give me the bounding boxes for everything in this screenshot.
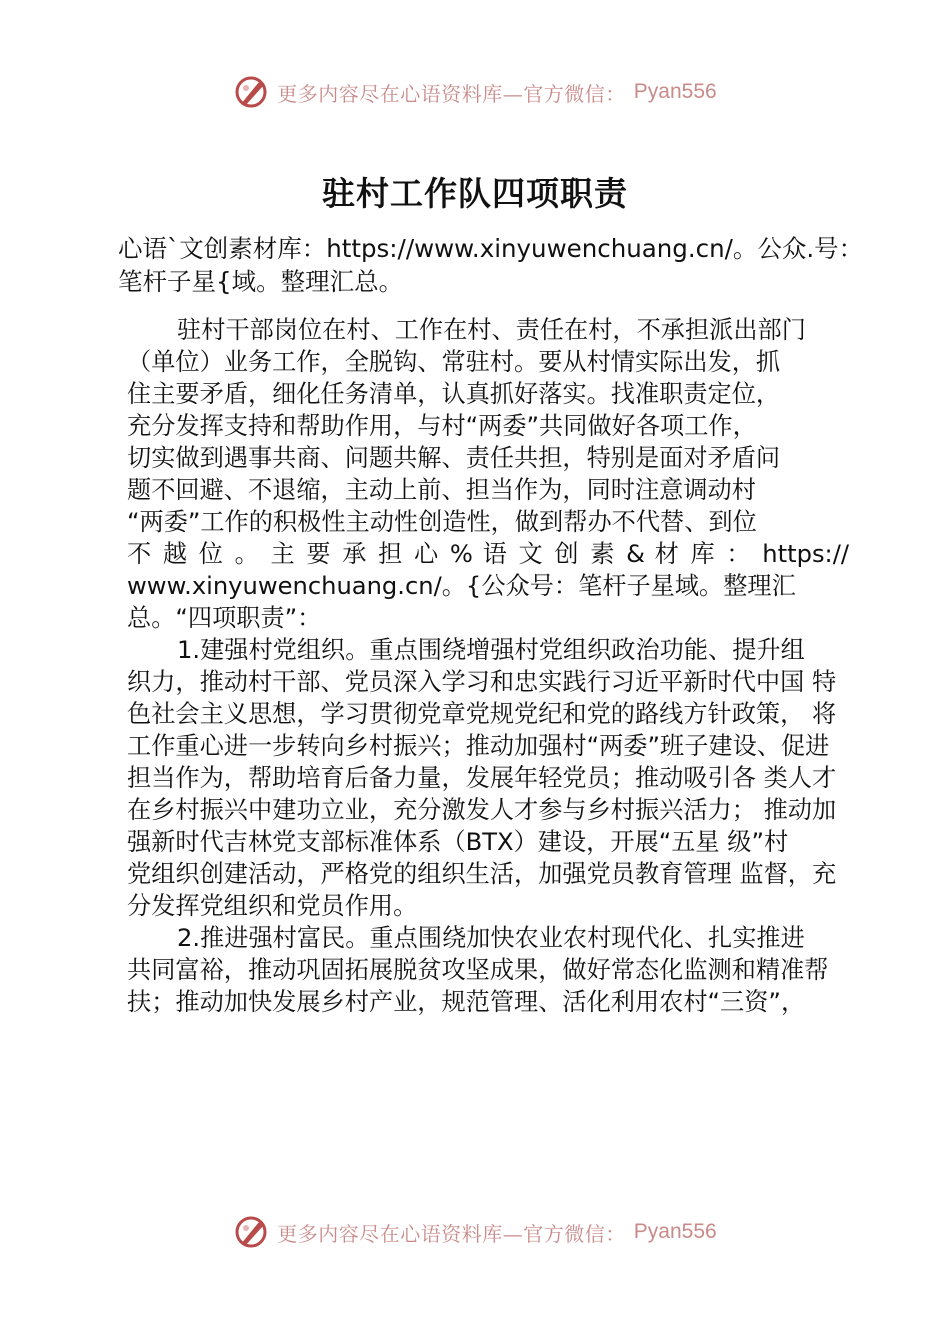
- footer-watermark-banner: [0, 1212, 950, 1252]
- paragraph-line: www.xinyuwenchuang.cn/。{公众号：笔杆子星域。整理汇: [127, 572, 796, 600]
- paragraph-line: 1.建强村党组织。重点围绕增强村党组织政治功能、提升组: [177, 636, 805, 664]
- paragraph-line: 担当作为，帮助培育后备力量，发展年轻党员；推动吸引各 类人才: [127, 764, 837, 792]
- paragraph-line: 充分发挥支持和帮助作用，与村“两委”共同做好各项工作，: [127, 412, 757, 440]
- paragraph-line: 总。“四项职责”：: [127, 604, 322, 632]
- paragraph-line: 住主要矛盾，细化任务清单，认真抓好落实。找准职责定位，: [127, 380, 781, 408]
- paragraph-line: 工作重心进一步转向乡村振兴；推动加强村“两委”班子建设、促进: [127, 732, 830, 760]
- paragraph-line: 不 越 位 。 主 要 承 担 心 % 语 文 创 素 & 材 库 ： https://: [127, 540, 849, 568]
- paragraph-line: 强新时代吉林党支部标准体系（BTX）建设，开展“五星 级”村: [127, 828, 789, 856]
- paragraph-line: （单位）业务工作，全脱钩、常驻村。要从村情实际出发，抓: [127, 348, 781, 376]
- paragraph-line: 党组织创建活动，严格党的组织生活，加强党员教育管理 监督，充: [127, 860, 837, 888]
- document-title: 驻村工作队四项职责: [322, 174, 628, 213]
- banner-promo-text: 更多内容尽在心语资料库—官方微信：: [277, 1221, 626, 1246]
- paragraph-line: 分发挥党组织和党员作用。: [127, 892, 418, 920]
- header-watermark-banner: [0, 72, 950, 112]
- paragraph-line: 题不回避、不退缩，主动上前、担当作为，同时注意调动村: [127, 476, 756, 504]
- document-body: [127, 314, 849, 1018]
- pen-logo-icon: [233, 1214, 269, 1250]
- banner-wechat-id: Pyan556: [633, 1220, 717, 1243]
- paragraph-line: 织力，推动村干部、党员深入学习和忠实践行习近平新时代中国 特: [127, 668, 837, 696]
- paragraph-line: 扶；推动加快发展乡村产业，规范管理、活化利用农村“三资”，: [127, 988, 806, 1016]
- banner-promo-text: 更多内容尽在心语资料库—官方微信：: [277, 81, 626, 106]
- paragraph-line: 在乡村振兴中建功立业，充分激发人才参与乡村振兴活力； 推动加: [127, 796, 837, 824]
- source-line: 心语`文创素材库：https://www.xinyuwenchuang.cn/。公众.号：: [118, 234, 864, 263]
- banner-wechat-id: Pyan556: [633, 80, 717, 103]
- paragraph-line: 色社会主义思想，学习贯彻党章党规党纪和党的路线方针政策， 将: [127, 700, 837, 728]
- paragraph-line: 2.推进强村富民。重点围绕加快农业农村现代化、扎实推进: [177, 924, 805, 952]
- paragraph-line: 驻村干部岗位在村、工作在村、责任在村，不承担派出部门: [177, 316, 806, 344]
- source-note: [118, 232, 864, 298]
- duty-1-paragraph: [127, 634, 849, 922]
- paragraph-line: 切实做到遇事共商、问题共解、责任共担，特别是面对矛盾问: [127, 444, 781, 472]
- duty-2-paragraph: [127, 922, 849, 1018]
- paragraph-line: 共同富裕，推动巩固拓展脱贫攻坚成果，做好常态化监测和精准帮: [127, 956, 829, 984]
- intro-paragraph: [127, 314, 849, 634]
- source-line: 笔杆子星{域。整理汇总。: [118, 267, 404, 296]
- paragraph-line: “两委”工作的积极性主动性创造性，做到帮办不代替、到位: [127, 508, 757, 536]
- pen-logo-icon: [233, 74, 269, 110]
